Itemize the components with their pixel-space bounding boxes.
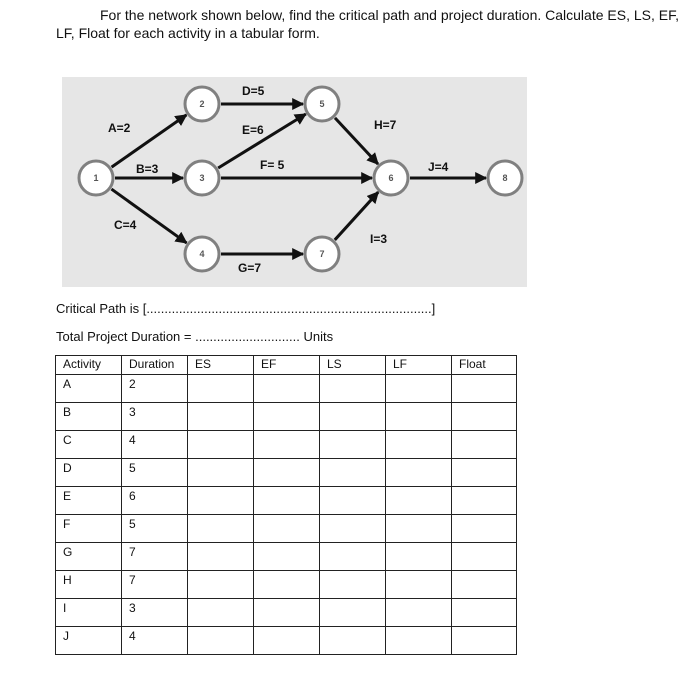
cell-es — [188, 459, 254, 487]
activity-label-c: C=4 — [114, 218, 137, 232]
cell-duration: 3 — [122, 599, 188, 627]
cell-es — [188, 627, 254, 655]
cell-lf — [386, 487, 452, 515]
cell-es — [188, 571, 254, 599]
cell-float — [452, 403, 517, 431]
cell-es — [188, 375, 254, 403]
table-row — [56, 375, 517, 403]
network-diagram — [62, 77, 527, 287]
cell-lf — [386, 543, 452, 571]
cell-float — [452, 487, 517, 515]
cell-duration: 7 — [122, 571, 188, 599]
activity-label-j: J=4 — [428, 160, 449, 174]
node-label: 1 — [93, 173, 99, 183]
instruction-text — [56, 6, 696, 42]
cell-es — [188, 403, 254, 431]
cell-ls — [320, 599, 386, 627]
table-row — [56, 459, 517, 487]
activity-label-e: E=6 — [242, 123, 264, 137]
node-3 — [185, 161, 219, 195]
cell-es — [188, 487, 254, 515]
cell-duration: 5 — [122, 515, 188, 543]
node-8 — [488, 161, 522, 195]
project-duration-units: Units — [299, 329, 334, 344]
header-activity: Activity — [56, 356, 122, 375]
instruction-line-1: For the network shown below, find the critical path and project duration. Calculate ES, LS, EF, — [100, 7, 679, 23]
cell-ef — [254, 571, 320, 599]
cell-ls — [320, 431, 386, 459]
node-label: 6 — [388, 173, 394, 183]
node-4 — [185, 237, 219, 271]
critical-path-line — [56, 301, 435, 316]
cell-activity: B — [56, 403, 122, 431]
table-row — [56, 627, 517, 655]
node-6 — [374, 161, 408, 195]
table-row — [56, 431, 517, 459]
header-duration: Duration — [122, 356, 188, 375]
cell-ef — [254, 431, 320, 459]
cell-float — [452, 375, 517, 403]
cell-ls — [320, 571, 386, 599]
activity-label-b: B=3 — [136, 162, 159, 176]
cell-activity: A — [56, 375, 122, 403]
critical-path-blank: ............................................................................... — [146, 301, 432, 316]
cell-ls — [320, 515, 386, 543]
cell-ef — [254, 515, 320, 543]
cell-duration: 7 — [122, 543, 188, 571]
cell-duration: 3 — [122, 403, 188, 431]
table-row — [56, 543, 517, 571]
cell-lf — [386, 571, 452, 599]
cell-duration: 2 — [122, 375, 188, 403]
cell-activity: G — [56, 543, 122, 571]
cell-es — [188, 515, 254, 543]
node-label: 5 — [319, 99, 325, 109]
cell-duration: 5 — [122, 459, 188, 487]
cell-ls — [320, 627, 386, 655]
cell-lf — [386, 459, 452, 487]
cell-ls — [320, 487, 386, 515]
cell-duration: 6 — [122, 487, 188, 515]
critical-path-label: Critical Path is [ — [56, 301, 147, 316]
cell-ls — [320, 375, 386, 403]
activity-label-i: I=3 — [370, 232, 388, 246]
cell-float — [452, 599, 517, 627]
project-duration-blank: ............................. — [195, 329, 300, 344]
activity-arrow-c — [111, 189, 186, 243]
node-7 — [305, 237, 339, 271]
cell-ls — [320, 459, 386, 487]
cell-ef — [254, 487, 320, 515]
cell-lf — [386, 599, 452, 627]
cell-activity: F — [56, 515, 122, 543]
cell-activity: I — [56, 599, 122, 627]
table-row — [56, 403, 517, 431]
node-2 — [185, 87, 219, 121]
cell-float — [452, 543, 517, 571]
project-duration-label: Total Project Duration = — [56, 329, 196, 344]
activity-label-g: G=7 — [238, 261, 262, 275]
cell-lf — [386, 403, 452, 431]
activity-arrow-h — [335, 118, 378, 164]
critical-path-close: ] — [431, 301, 436, 316]
table-body — [56, 375, 517, 655]
cell-ls — [320, 403, 386, 431]
cell-ef — [254, 627, 320, 655]
table-row — [56, 515, 517, 543]
table-header-row — [56, 356, 517, 375]
cell-float — [452, 459, 517, 487]
cell-ef — [254, 403, 320, 431]
cell-float — [452, 571, 517, 599]
cell-activity: E — [56, 487, 122, 515]
header-ef: EF — [254, 356, 320, 375]
table-row — [56, 599, 517, 627]
cell-ef — [254, 543, 320, 571]
cell-es — [188, 599, 254, 627]
cell-activity: C — [56, 431, 122, 459]
activity-label-d: D=5 — [242, 84, 265, 98]
header-es: ES — [188, 356, 254, 375]
activity-label-f: F= 5 — [260, 158, 285, 172]
node-label: 4 — [199, 249, 205, 259]
cell-ls — [320, 543, 386, 571]
node-5 — [305, 87, 339, 121]
cell-lf — [386, 375, 452, 403]
cell-activity: J — [56, 627, 122, 655]
header-float: Float — [452, 356, 517, 375]
network-diagram-svg — [62, 77, 527, 287]
cell-float — [452, 627, 517, 655]
cell-lf — [386, 627, 452, 655]
cell-float — [452, 515, 517, 543]
project-duration-line — [56, 329, 333, 344]
activity-label-h: H=7 — [374, 118, 397, 132]
cell-ef — [254, 375, 320, 403]
cell-activity: D — [56, 459, 122, 487]
table-row — [56, 571, 517, 599]
cell-ef — [254, 459, 320, 487]
table-row — [56, 487, 517, 515]
cell-float — [452, 431, 517, 459]
cell-duration: 4 — [122, 431, 188, 459]
node-label: 3 — [199, 173, 205, 183]
activity-table — [55, 355, 517, 655]
cell-es — [188, 431, 254, 459]
node-label: 7 — [319, 249, 325, 259]
cell-lf — [386, 515, 452, 543]
cell-ef — [254, 599, 320, 627]
cell-es — [188, 543, 254, 571]
activity-label-a: A=2 — [108, 121, 131, 135]
header-ls: LS — [320, 356, 386, 375]
node-1 — [79, 161, 113, 195]
edge-layer — [111, 104, 486, 254]
node-label: 8 — [502, 173, 508, 183]
cell-activity: H — [56, 571, 122, 599]
instruction-line-2: LF, Float for each activity in a tabular form. — [56, 25, 320, 41]
header-lf: LF — [386, 356, 452, 375]
node-label: 2 — [199, 99, 205, 109]
cell-lf — [386, 431, 452, 459]
cell-duration: 4 — [122, 627, 188, 655]
